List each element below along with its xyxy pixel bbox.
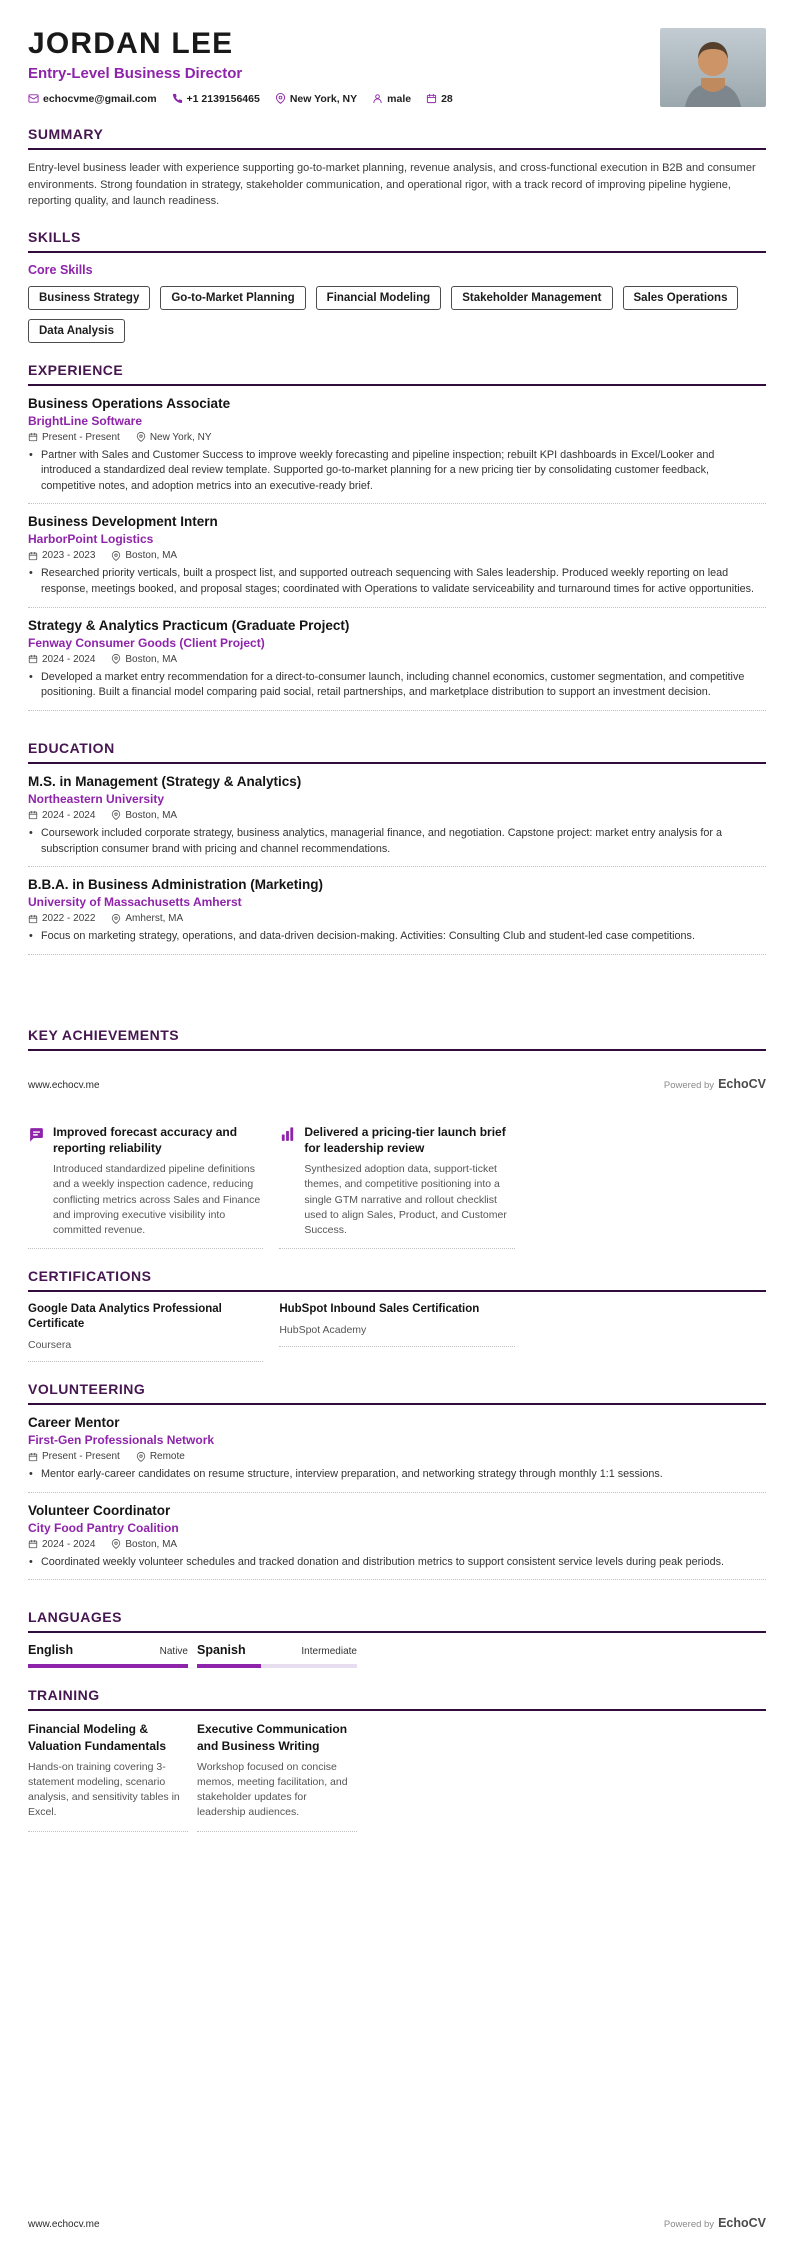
location-pin-icon	[111, 914, 121, 924]
languages-heading: LANGUAGES	[28, 1609, 766, 1633]
date-range	[28, 550, 95, 561]
date-range-text: Present - Present	[42, 431, 120, 443]
calendar-icon	[426, 93, 437, 104]
experience-entry	[28, 396, 766, 505]
entry-location-text: Boston, MA	[125, 809, 178, 821]
position-title: Business Development Intern	[28, 514, 218, 530]
bar-chart-icon	[279, 1126, 296, 1143]
bullet-item: • Mentor early-career candidates on resume structure, interview preparation, and networking strategy through monthly 1:1 sessions.	[28, 1467, 766, 1483]
calendar-icon	[28, 1539, 38, 1549]
bullet-item: • Partner with Sales and Customer Success to improve weekly forecasting and pipeline inspection; rebuilt KPI dashboards in Excel/Looker and introduced a standardized deal review template. Supported go-to-market planning for a new pricing tier by consolidating customer feedback, competitive notes, and adoption metrics into an executive-ready brief.	[28, 448, 766, 495]
contact-email	[28, 93, 157, 105]
education-section	[28, 740, 766, 965]
training-section	[28, 1687, 766, 1831]
entry-meta	[28, 810, 766, 821]
contact-email-text: echocvme@gmail.com	[43, 92, 157, 105]
bullet-list	[28, 566, 766, 597]
experience-section	[28, 362, 766, 721]
bullet-item: • Developed a market entry recommendation for a direct-to-consumer launch, including channel economics, customer segmentation, and competitive positioning. Built a financial model comparing paid social, retail partnerships, and marketplace distribution to support an investment decision.	[28, 670, 766, 701]
bullet-list	[28, 1555, 766, 1571]
date-range	[28, 654, 95, 665]
experience-heading: EXPERIENCE	[28, 362, 766, 386]
entry-location-text: Boston, MA	[125, 1538, 178, 1550]
entry-meta	[28, 1451, 766, 1462]
location-pin-icon	[275, 93, 286, 104]
skills-group-label: Core Skills	[28, 262, 93, 277]
page1-footer	[28, 1077, 766, 1091]
school-name: Northeastern University	[28, 791, 165, 806]
entry-location-text: New York, NY	[149, 431, 212, 443]
language-level: Intermediate	[301, 1646, 357, 1658]
achievement-title: Improved forecast accuracy and reporting reliability	[53, 1124, 238, 1155]
skills-heading: SKILLS	[28, 229, 766, 253]
footer-site-url: www.echocv.me	[28, 1079, 100, 1091]
language-item	[197, 1643, 357, 1668]
location-pin-icon	[136, 1452, 146, 1462]
degree-title: M.S. in Management (Strategy & Analytics)	[28, 773, 302, 789]
page2-footer	[28, 2216, 766, 2230]
entry-location	[136, 432, 212, 443]
summary-heading: SUMMARY	[28, 126, 766, 150]
company-name: BrightLine Software	[28, 413, 143, 428]
contact-location-text: New York, NY	[289, 92, 358, 105]
training-grid	[28, 1721, 766, 1831]
volunteer-role: Career Mentor	[28, 1415, 120, 1431]
powered-by-label: Powered by	[663, 2219, 715, 2230]
skill-tag: Financial Modeling	[316, 286, 442, 310]
comment-icon	[28, 1126, 45, 1143]
contact-age-text: 28	[441, 92, 453, 105]
bullet-list	[28, 670, 766, 701]
language-proficiency-bar	[28, 1664, 188, 1668]
school-name: University of Massachusetts Amherst	[28, 895, 242, 910]
calendar-icon	[28, 1452, 38, 1462]
training-item	[28, 1721, 188, 1831]
language-name: English	[28, 1643, 74, 1658]
certification-name: Google Data Analytics Professional Certificate	[28, 1303, 222, 1331]
bullet-item: • Coordinated weekly volunteer schedules and tracked donation and distribution metrics to support consistent service levels during peak periods.	[28, 1555, 766, 1571]
bullet-item: • Focus on marketing strategy, operations, and data-driven decision-making. Activities: Consulting Club and student-led case competitions.	[28, 929, 766, 945]
training-heading: TRAINING	[28, 1687, 766, 1711]
skill-tag: Stakeholder Management	[451, 286, 612, 310]
training-description: Hands-on training covering 3-statement modeling, scenario analysis, and sensitivity tables in Excel.	[28, 1760, 180, 1819]
contact-phone-text: +1 2139156465	[186, 92, 260, 105]
contact-gender-text: male	[387, 92, 412, 105]
training-title: Executive Communication and Business Writing	[197, 1722, 348, 1753]
location-pin-icon	[136, 432, 146, 442]
job-title: Entry-Level Business Director	[28, 64, 243, 82]
achievement-title: Delivered a pricing-tier launch brief for leadership review	[304, 1124, 506, 1155]
person-name: JORDAN LEE	[28, 27, 234, 60]
contact-phone	[172, 93, 260, 105]
contact-location	[275, 93, 357, 105]
skill-tag: Sales Operations	[623, 286, 739, 310]
footer-site-url: www.echocv.me	[28, 2219, 100, 2230]
position-title: Business Operations Associate	[28, 395, 231, 411]
organization-name: First-Gen Professionals Network	[28, 1433, 215, 1448]
brand-name: EchoCV	[718, 1076, 766, 1091]
powered-by-label: Powered by	[663, 1079, 715, 1091]
language-proficiency-fill	[197, 1664, 261, 1668]
language-level: Native	[159, 1646, 188, 1658]
date-range	[28, 1539, 95, 1550]
bullet-item: • Coursework included corporate strategy, business analytics, managerial finance, and negotiation. Capstone project: market entry analysis for a subscription consumer brand with pricing and channel recommendations.	[28, 826, 766, 857]
skills-section	[28, 229, 766, 343]
footer-powered-by	[664, 1077, 766, 1091]
certification-issuer: Coursera	[28, 1339, 72, 1352]
skill-tag: Go-to-Market Planning	[160, 286, 305, 310]
achievement-text: Introduced standardized pipeline definitions and a weekly inspection cadence, reducing conflicting metrics across Sales and Finance and improving executive visibility into committed revenue.	[53, 1163, 261, 1236]
volunteer-role: Volunteer Coordinator	[28, 1502, 171, 1518]
date-range	[28, 810, 95, 821]
achievements-grid	[28, 1125, 766, 1249]
calendar-icon	[28, 432, 38, 442]
person-icon	[372, 93, 383, 104]
certification-name: HubSpot Inbound Sales Certification	[279, 1303, 480, 1316]
certifications-grid	[28, 1302, 766, 1362]
calendar-icon	[28, 551, 38, 561]
date-range-text: 2023 - 2023	[42, 550, 96, 562]
entry-meta	[28, 913, 766, 924]
entry-location-text: Boston, MA	[125, 550, 178, 562]
company-name: HarborPoint Logistics	[28, 532, 154, 547]
date-range-text: 2022 - 2022	[42, 913, 96, 925]
languages-grid	[28, 1643, 766, 1668]
date-range-text: Present - Present	[42, 1451, 120, 1463]
header-identity	[28, 28, 453, 105]
entry-location-text: Boston, MA	[125, 653, 178, 665]
calendar-icon	[28, 914, 38, 924]
certifications-heading: CERTIFICATIONS	[28, 1268, 766, 1292]
date-range-text: 2024 - 2024	[42, 653, 96, 665]
calendar-icon	[28, 654, 38, 664]
volunteering-heading: VOLUNTEERING	[28, 1381, 766, 1405]
achievement-item	[28, 1125, 263, 1249]
organization-name: City Food Pantry Coalition	[28, 1520, 179, 1535]
volunteering-entry	[28, 1415, 766, 1493]
education-heading: EDUCATION	[28, 740, 766, 764]
date-range	[28, 1451, 120, 1462]
footer-powered-by	[664, 2216, 766, 2230]
experience-entry	[28, 514, 766, 607]
languages-section	[28, 1609, 766, 1668]
position-title: Strategy & Analytics Practicum (Graduate Project)	[28, 617, 350, 633]
contact-gender	[372, 93, 411, 105]
volunteering-section	[28, 1381, 766, 1590]
entry-location	[111, 810, 177, 821]
certification-item	[28, 1302, 263, 1362]
training-description: Workshop focused on concise memos, meeting facilitation, and stakeholder updates for leadership audiences.	[197, 1760, 348, 1819]
language-name: Spanish	[197, 1643, 246, 1658]
bullet-list	[28, 826, 766, 857]
achievement-text: Synthesized adoption data, support-ticket themes, and competitive positioning into a single GTM narrative and rollout checklist used to align Sales, Product, and Customer Success.	[304, 1163, 507, 1236]
phone-icon	[172, 93, 183, 104]
certification-item	[279, 1302, 514, 1347]
calendar-icon	[28, 810, 38, 820]
language-proficiency-fill	[28, 1664, 188, 1668]
entry-location-text: Remote	[149, 1451, 185, 1463]
language-row	[197, 1643, 357, 1657]
language-item	[28, 1643, 188, 1668]
summary-section	[28, 126, 766, 210]
entry-location	[111, 1539, 177, 1550]
language-row	[28, 1643, 188, 1657]
skill-tag: Data Analysis	[28, 319, 125, 343]
contact-row	[28, 93, 453, 105]
achievement-item	[279, 1125, 514, 1249]
bullet-list	[28, 448, 766, 495]
date-range-text: 2024 - 2024	[42, 809, 96, 821]
entry-location	[111, 550, 177, 561]
date-range	[28, 913, 95, 924]
date-range	[28, 432, 120, 443]
location-pin-icon	[111, 1539, 121, 1549]
skill-tag: Business Strategy	[28, 286, 150, 310]
volunteering-entry	[28, 1503, 766, 1581]
achievements-heading: KEY ACHIEVEMENTS	[28, 1027, 766, 1051]
summary-text: Entry-level business leader with experience supporting go-to-market planning, revenue analysis, and cross-functional execution in B2B and consumer environments. Strong foundation in strategy, stakeholder communication, and operational rigor, with a track record of improving pipeline hygiene, reporting quality, and launch readiness.	[28, 162, 756, 207]
certification-issuer: HubSpot Academy	[279, 1324, 367, 1337]
brand-name: EchoCV	[718, 2216, 766, 2230]
company-name: Fenway Consumer Goods (Client Project)	[28, 635, 265, 650]
achievements-section	[28, 1027, 766, 1061]
achievement-header	[279, 1125, 514, 1156]
skills-tag-list	[28, 286, 766, 343]
entry-location-text: Amherst, MA	[125, 913, 184, 925]
entry-location	[111, 913, 183, 924]
training-title: Financial Modeling & Valuation Fundamentals	[28, 1722, 167, 1753]
degree-title: B.B.A. in Business Administration (Marketing)	[28, 877, 324, 893]
entry-location	[111, 654, 177, 665]
experience-entry	[28, 618, 766, 711]
profile-photo-image	[660, 28, 766, 107]
contact-age	[426, 93, 453, 105]
bullet-list	[28, 929, 766, 945]
entry-meta	[28, 550, 766, 561]
entry-location	[136, 1451, 185, 1462]
profile-photo	[660, 28, 766, 107]
entry-meta	[28, 654, 766, 665]
training-item	[197, 1721, 357, 1831]
resume-header	[28, 28, 766, 107]
location-pin-icon	[111, 810, 121, 820]
date-range-text: 2024 - 2024	[42, 1538, 96, 1550]
bullet-item: • Researched priority verticals, built a prospect list, and supported outreach sequencing with Sales leadership. Produced weekly reporting on lead response, meetings booked, and proposal stages; coordinated with Operations to validate serviceability and turnaround times for active opportunities.	[28, 566, 766, 597]
achievement-header	[28, 1125, 263, 1156]
education-entry	[28, 877, 766, 955]
entry-meta	[28, 1539, 766, 1550]
education-entry	[28, 774, 766, 867]
language-proficiency-bar	[197, 1664, 357, 1668]
bullet-list	[28, 1467, 766, 1483]
location-pin-icon	[111, 551, 121, 561]
location-pin-icon	[111, 654, 121, 664]
mail-icon	[28, 93, 39, 104]
entry-meta	[28, 432, 766, 443]
certifications-section	[28, 1268, 766, 1362]
